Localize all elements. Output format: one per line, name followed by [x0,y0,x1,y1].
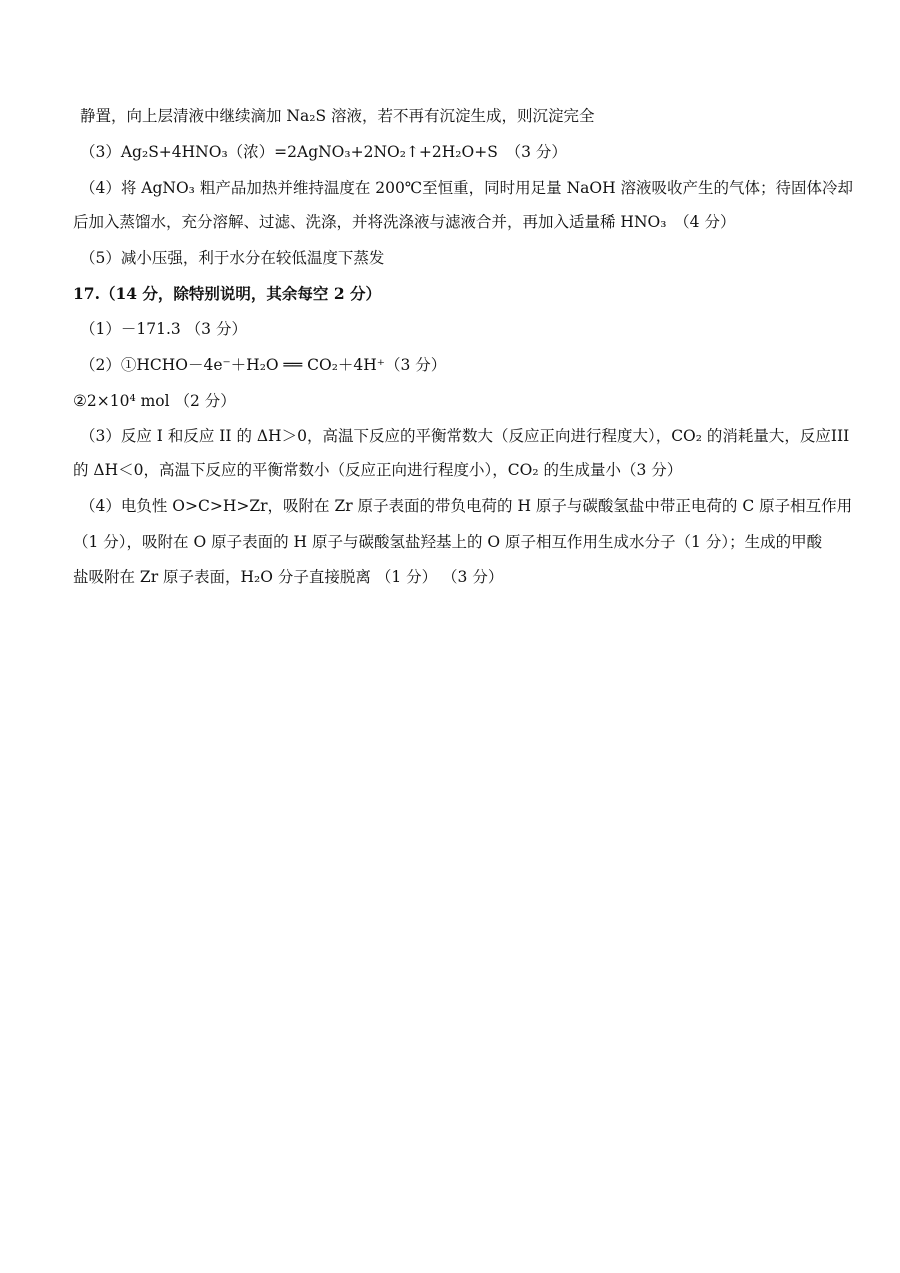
answer-16-4-line-2: 后加入蒸馏水，充分溶解、过滤、洗涤，并将洗涤液与滤液合并，再加入适量稀 HNO₃ （4 分） [73,213,736,231]
answer-17-3-line-1: （3）反应 I 和反应 II 的 ΔH＞0，高温下反应的平衡常数大（反应正向进行程度大），CO₂ 的消耗量大，反应III [80,427,850,445]
answer-17-2-1: （2）①HCHO－4e⁻＋H₂O ══ CO₂＋4H⁺（3 分） [80,356,447,374]
answer-16-2-tail: 静置，向上层清液中继续滴加 Na₂S 溶液，若不再有沉淀生成，则沉淀完全 [80,107,595,125]
answer-17-4-line-2: （1 分），吸附在 O 原子表面的 H 原子与碳酸氢盐羟基上的 O 原子相互作用生成水分子（1 分）；生成的甲酸 [73,533,823,551]
answer-16-3: （3）Ag₂S+4HNO₃（浓）=2AgNO₃+2NO₂↑+2H₂O+S （3 分） [80,143,567,161]
answer-16-4-line-1: （4）将 AgNO₃ 粗产品加热并维持温度在 200℃至恒重，同时用足量 NaOH 溶液吸收产生的气体；待固体冷却 [80,179,854,197]
answer-17-1: （1）－171.3 （3 分） [80,320,247,338]
answer-17-4-line-1: （4）电负性 O>C>H>Zr，吸附在 Zr 原子表面的带负电荷的 H 原子与碳酸氢盐中带正电荷的 C 原子相互作用 [80,497,853,515]
answer-17-2-2: ②2×10⁴ mol （2 分） [73,392,236,410]
answer-17-4-line-3: 盐吸附在 Zr 原子表面，H₂O 分子直接脱离 （1 分） （3 分） [73,568,504,586]
answer-17-3-line-2: 的 ΔH＜0，高温下反应的平衡常数小（反应正向进行程度小），CO₂ 的生成量小（3 分） [73,461,683,479]
question-17-header: 17.（14 分，除特别说明，其余每空 2 分） [73,284,382,303]
answer-16-5: （5）减小压强，利于水分在较低温度下蒸发 [80,249,385,267]
